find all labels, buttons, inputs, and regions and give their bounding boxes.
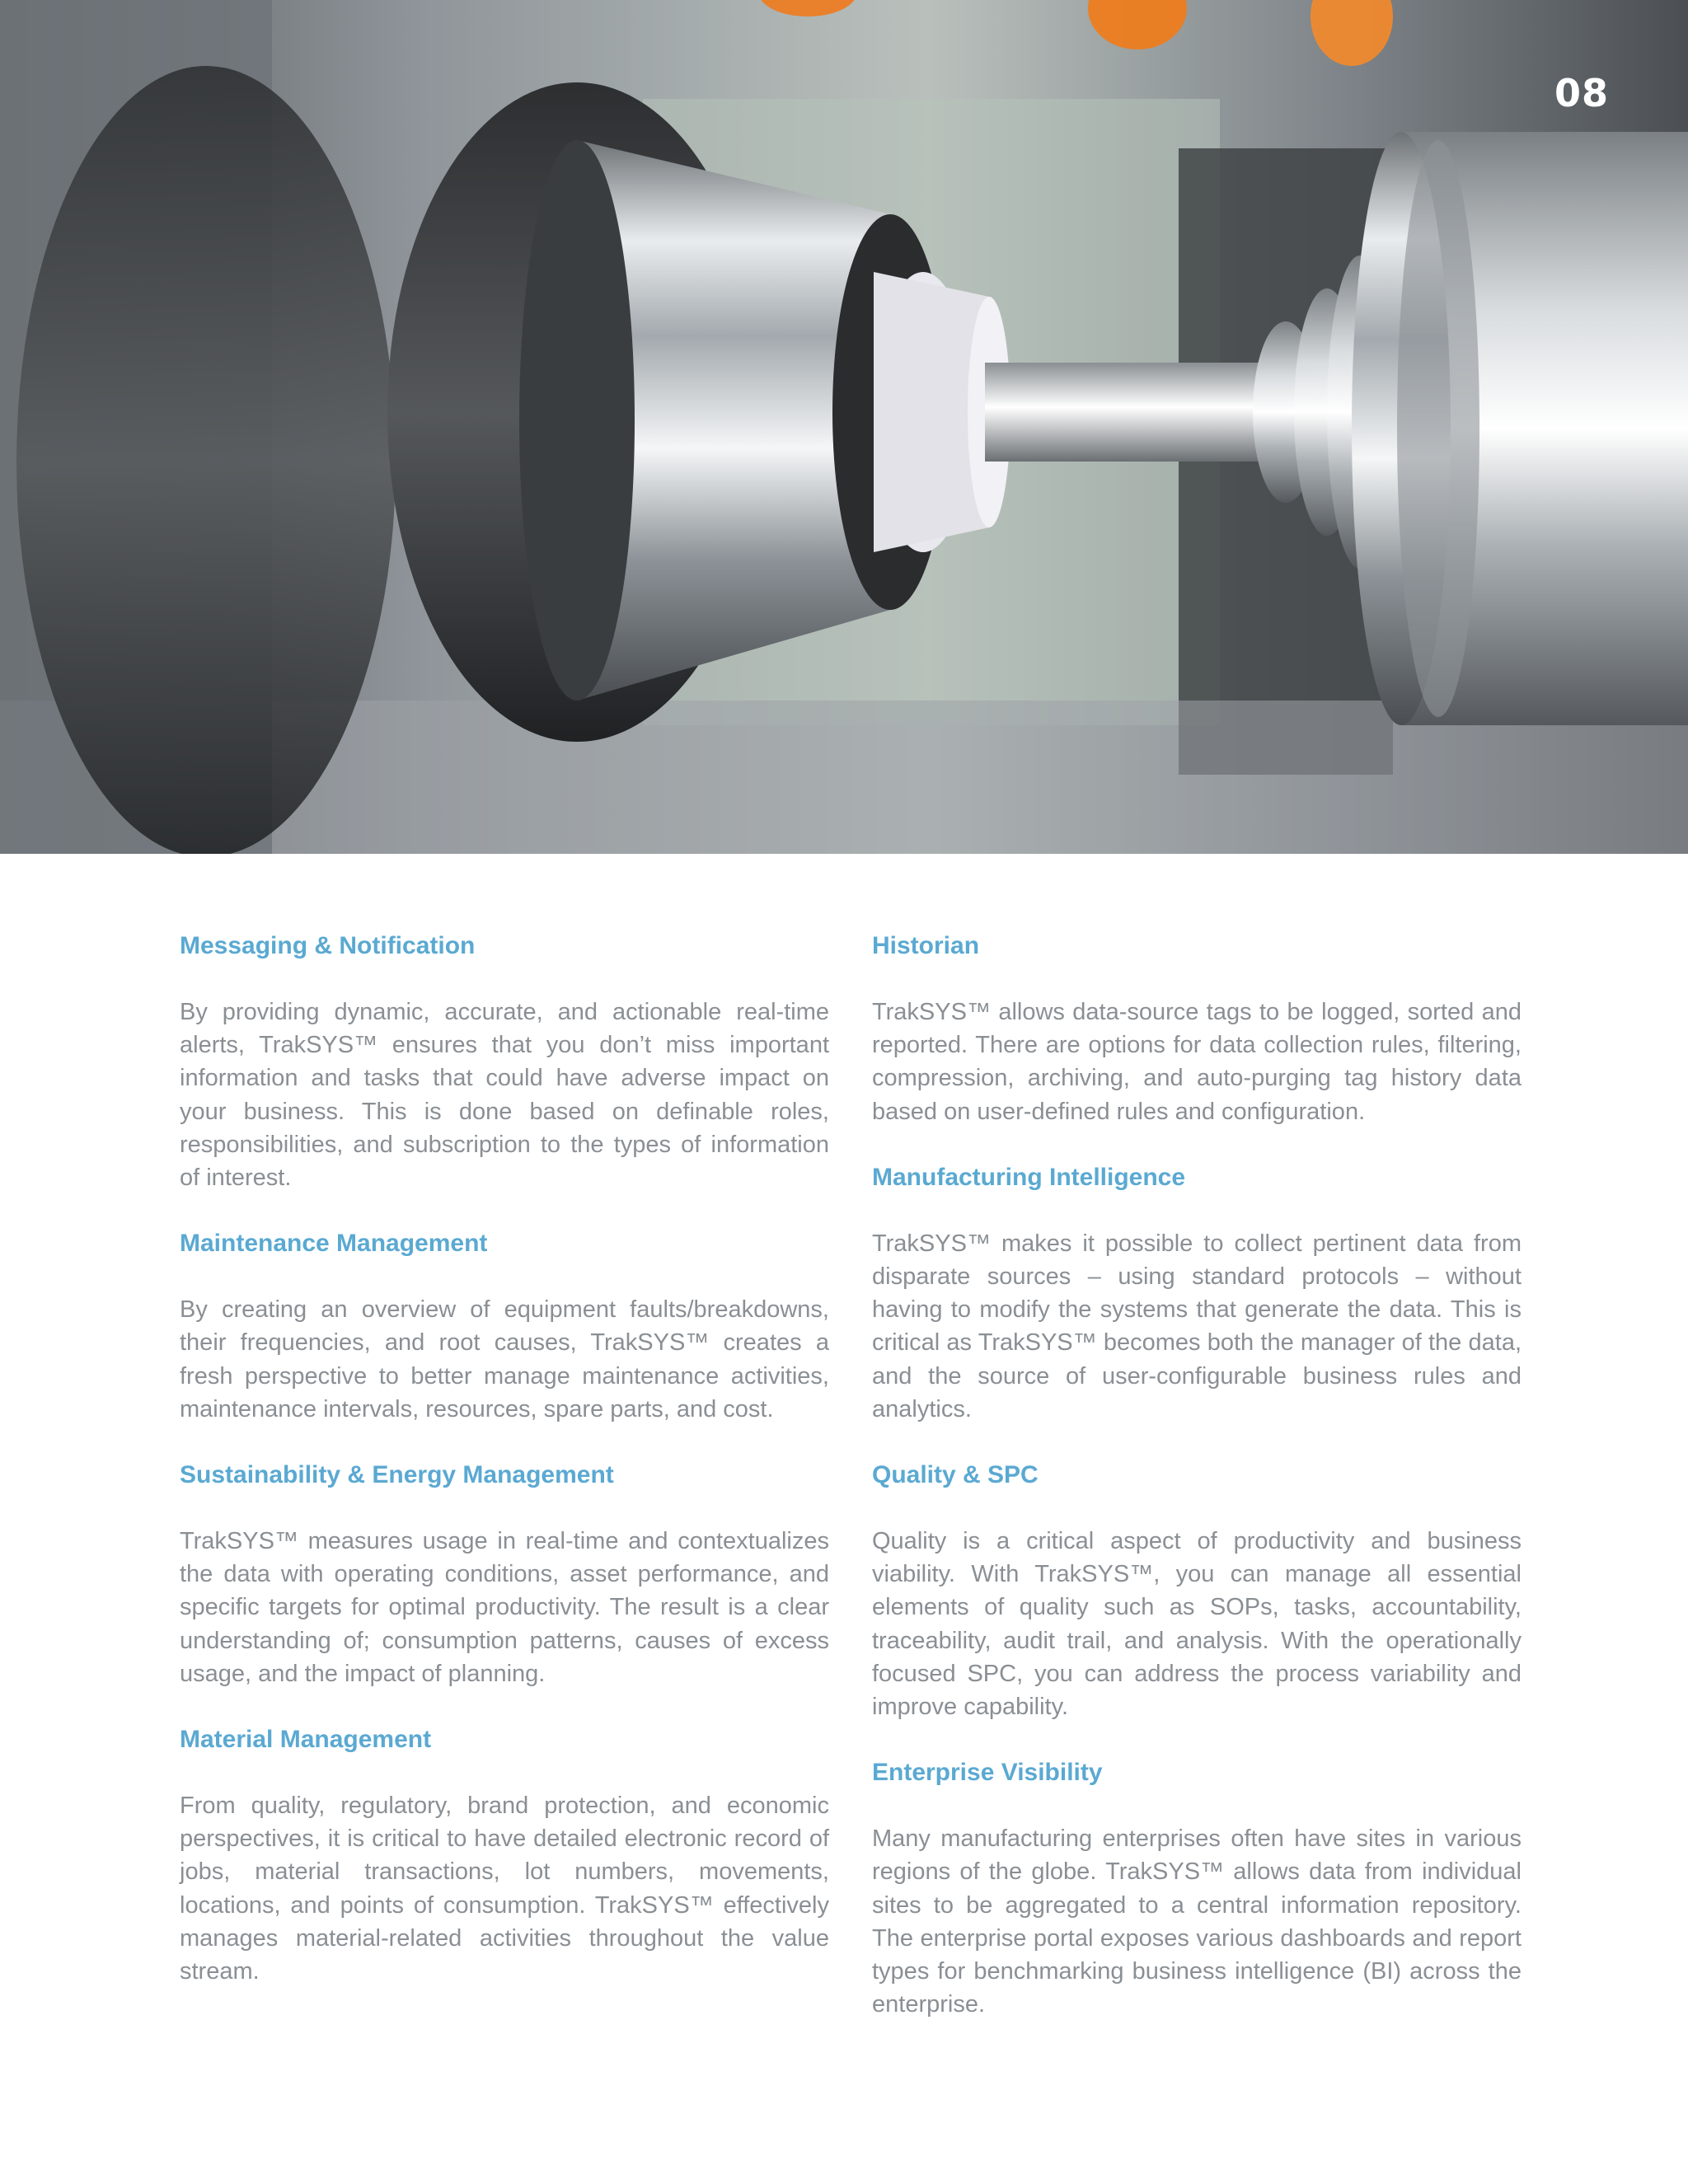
- section-enterprise-visibility: [872, 1756, 1522, 2021]
- section-quality-spc: [872, 1459, 1522, 1723]
- section-messaging-notification: [180, 930, 829, 1194]
- section-body: TrakSYS™ makes it possible to collect pertinent data from disparate sources – using standard protocols – without having to modify the systems that generate the data. This is critical as TrakSYS™ becomes both the manager of the data, and the source of user-configurable business rules and analytics.: [872, 1230, 1522, 1422]
- section-body: TrakSYS™ allows data-source tags to be logged, sorted and reported. There are options for data collection rules, filtering, compression, archiving, and auto-purging tag history data based on user-defined rules and configuration.: [872, 999, 1522, 1125]
- section-heading: Historian: [872, 932, 980, 959]
- section-body: From quality, regulatory, brand protection, and economic perspectives, it is critical to have detailed electronic record of jobs, material transactions, lot numbers, movements, locations, and points of consumption. TrakSYS™ effectively manages material-related activities throughout the value stream.: [180, 1793, 829, 1985]
- machine-illustration: [0, 0, 1688, 854]
- right-column: [872, 930, 1522, 2054]
- section-maintenance-management: [180, 1227, 829, 1426]
- page-number: 08: [1554, 71, 1609, 115]
- section-body: By providing dynamic, accurate, and actionable real-time alerts, TrakSYS™ ensures that you don’t miss important information and tasks that could have adverse impact on your business. This is done based on definable roles, responsibilities, and subscription to the types of information of interest.: [180, 999, 829, 1192]
- left-column: [180, 930, 829, 2021]
- section-heading: Enterprise Visibility: [872, 1759, 1103, 1787]
- section-material-management: [180, 1723, 829, 1988]
- section-body: TrakSYS™ measures usage in real-time and contextualizes the data with operating conditions, asset performance, and specific targets for optimal productivity. The result is a clear understanding of; consumption patterns, causes of excess usage, and the impact of planning.: [180, 1528, 829, 1687]
- section-manufacturing-intelligence: [872, 1161, 1522, 1426]
- section-body: Quality is a critical aspect of productivity and business viability. With TrakSYS™, you can manage all essential elements of quality such as SOPs, tasks, accountability, traceability, audit trail, and analysis. With the operationally focused SPC, you can address the process variability and improve capability.: [872, 1528, 1522, 1721]
- hero-photo-machine-spindle: [0, 0, 1688, 854]
- section-heading: Material Management: [180, 1726, 432, 1754]
- section-heading: Manufacturing Intelligence: [872, 1163, 1186, 1191]
- section-heading: Quality & SPC: [872, 1461, 1039, 1489]
- section-heading: Sustainability & Energy Management: [180, 1461, 614, 1489]
- section-heading: Messaging & Notification: [180, 932, 476, 959]
- section-body: By creating an overview of equipment faults/breakdowns, their frequencies, and root causes, TrakSYS™ creates a fresh perspective to better manage maintenance activities, maintenance intervals, resources, spare parts, and cost.: [180, 1296, 829, 1422]
- section-historian: [872, 930, 1522, 1128]
- section-sustainability-energy: [180, 1459, 829, 1690]
- section-heading: Maintenance Management: [180, 1230, 488, 1258]
- section-body: Many manufacturing enterprises often have sites in various regions of the globe. TrakSYS™ allows data from individual sites to be aggregated to a central information repository. The enterprise portal exposes various dashboards and report types for benchmarking business intelligence (BI) across the enterprise.: [872, 1825, 1522, 2018]
